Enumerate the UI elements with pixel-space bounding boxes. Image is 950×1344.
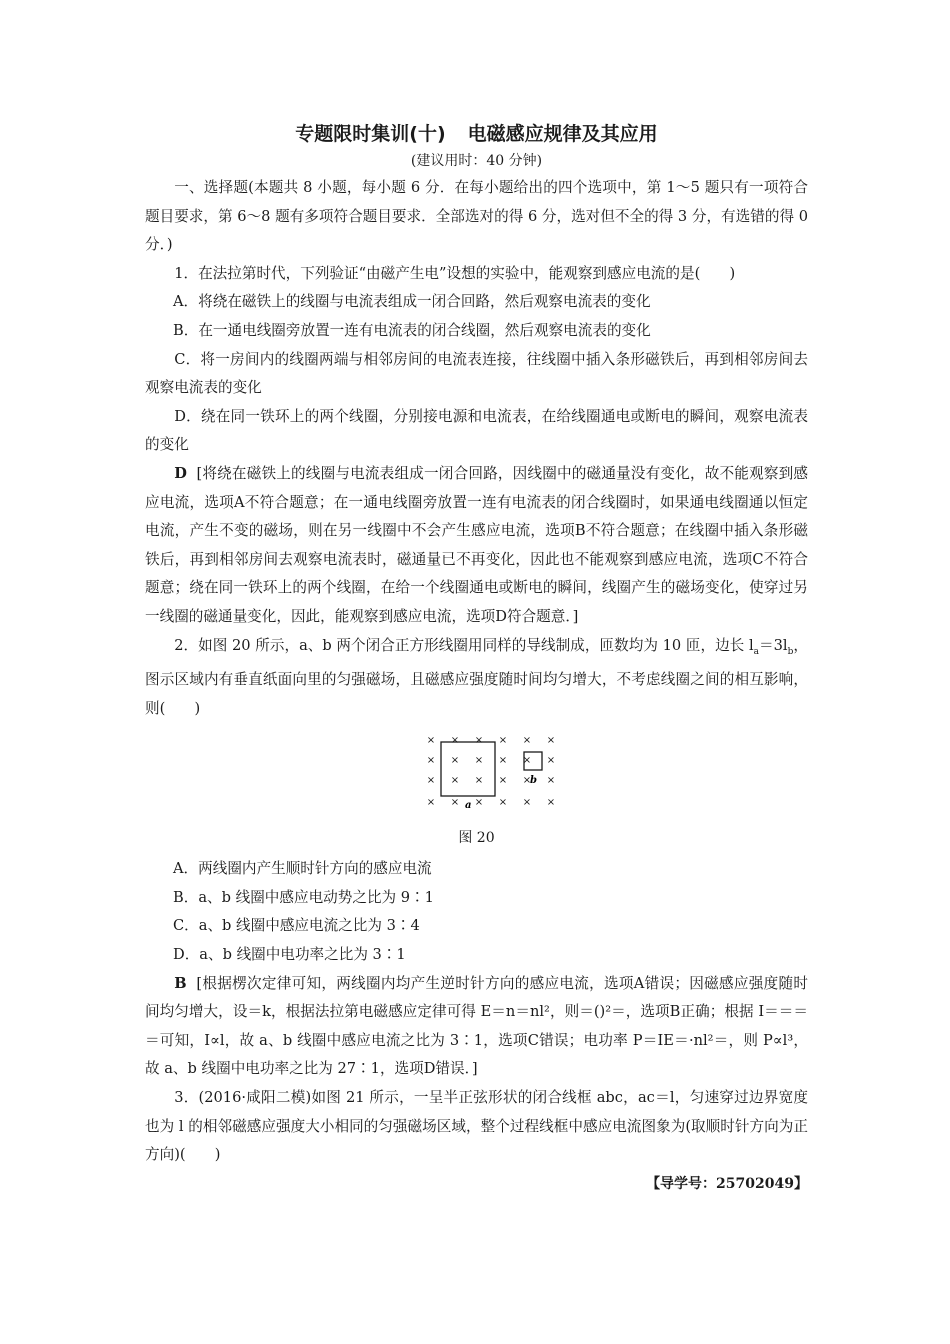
label-coil-b: b	[530, 775, 537, 787]
field-cross: ×	[426, 775, 436, 787]
time-note: (建议用时：40 分钟)	[410, 153, 543, 169]
title-part1: 专题限时集训(十)	[295, 123, 446, 145]
q1-option-c: C．将一房间内的线圈两端与相邻房间的电流表连接，往线圈中插入条形磁铁后，再到相邻房间去观察电流表的变化	[145, 350, 808, 397]
q2-answer	[145, 970, 808, 1084]
field-cross: ×	[546, 755, 556, 767]
field-cross: ×	[426, 755, 436, 767]
q1-answer	[145, 460, 808, 632]
page-title	[145, 118, 808, 150]
q2-stem-sub-a: a	[753, 646, 760, 657]
q3-stem: 3．(2016·咸阳二模)如图 21 所示，一呈半正弦形状的闭合线框 abc，ac＝l，匀速穿过边界宽度也为 l 的相邻磁感应强度大小相同的匀强磁场区域，整个过程线框中感应电流图象为(取顺时针方向为正方向)( )	[145, 1088, 808, 1164]
guide-number: 【导学号：25702049】	[646, 1175, 808, 1192]
q2-option-a: A．两线圈内产生顺时针方向的感应电流	[173, 860, 432, 878]
q2-stem-part1: 2．如图 20 所示，a、b 两个闭合正方形线圈用同样的导线制成，匝数均为 10 匝，边长 l	[174, 636, 754, 654]
field-cross: ×	[498, 735, 508, 747]
field-cross: ×	[546, 797, 556, 809]
field-cross: ×	[450, 735, 460, 747]
field-cross: ×	[450, 797, 460, 809]
field-cross: ×	[474, 755, 484, 767]
q2-stem	[145, 632, 808, 724]
q1-option-a: A．将绕在磁铁上的线圈与电流表组成一闭合回路，然后观察电流表的变化	[173, 293, 651, 311]
field-cross: ×	[474, 775, 484, 787]
field-crosses	[427, 735, 555, 808]
field-cross: ×	[498, 797, 508, 809]
field-cross: ×	[450, 755, 460, 767]
field-cross: ×	[522, 735, 532, 747]
field-cross: ×	[522, 797, 532, 809]
field-cross: ×	[474, 797, 484, 809]
title-part2: 电磁感应规律及其应用	[467, 123, 658, 145]
q2-option-d: D．a、b 线圈中电功率之比为 3∶1	[173, 945, 406, 963]
section-intro: 一、选择题(本题共 8 小题，每小题 6 分．在每小题给出的四个选项中，第 1～5 题只有一项符合题目要求，第 6～8 题有多项符合题目要求．全部选对的得 6 分，选对但不全的得 3 分，有选错的得 0 分．)	[145, 179, 808, 254]
q2-stem-part2: ＝3l	[759, 636, 788, 654]
q1-explanation: [将绕在磁铁上的线圈与电流表组成一闭合回路，因线圈中的磁通量没有变化，故不能观察到感应电流，选项A不符合题意；在一通电线圈旁放置一连有电流表的闭合线圈时，如果通电线圈通以恒定电流，产生不变的磁场，则在另一线圈中不会产生感应电流，选项B不符合题意；在线圈中插入条形磁铁后，再到相邻房间去观察电流表时，磁通量已不再变化，因此也不能观察到感应电流，选项C不符合题意；绕在同一铁环上的两个线圈，在给一个线圈通电或断电的瞬间，线圈产生的磁场变化，使穿过另一线圈的磁通量变化，因此，能观察到感应电流，选项D符合题意．]	[145, 464, 809, 625]
field-cross: ×	[546, 735, 556, 747]
q1-stem: 1．在法拉第时代，下列验证“由磁产生电”设想的实验中，能观察到感应电流的是( )	[174, 264, 736, 282]
document-page	[145, 118, 808, 1198]
field-cross: ×	[426, 797, 436, 809]
figure-20	[145, 729, 808, 825]
field-cross: ×	[426, 735, 436, 747]
field-cross: ×	[546, 775, 556, 787]
field-cross: ×	[522, 755, 532, 767]
q2-stem-sub-b: b	[787, 646, 794, 657]
figure-20-caption: 图 20	[458, 830, 495, 847]
field-cross: ×	[522, 775, 532, 787]
q2-stem-part3: ，图示区域内有垂直纸面向里的匀强磁场，且磁感应强度随时间均匀增大，不考虑线圈之间的相互影响，则( )	[145, 636, 808, 717]
q2-explanation: [根据楞次定律可知，两线圈内均产生逆时针方向的感应电流，选项A错误；因磁感应强度随时间均匀增大，设＝k，根据法拉第电磁感应定律可得 E＝n＝nl²，则＝()²＝，选项B正确；根据 I＝＝＝＝可知，I∝l，故 a、b 线圈中感应电流之比为 3∶1，选项C错误；电功率 P＝IE＝·nl²＝，则 P∝l³，故 a、b 线圈中电功率之比为 27∶1，选项D错误．]	[145, 974, 808, 1078]
coil-a	[441, 742, 495, 796]
q2-option-b: B．a、b 线圈中感应电动势之比为 9∶1	[173, 888, 434, 906]
field-cross: ×	[474, 735, 484, 747]
q2-option-c: C．a、b 线圈中感应电流之比为 3∶4	[173, 917, 420, 935]
q1-answer-letter: D	[174, 464, 187, 482]
field-cross: ×	[450, 775, 460, 787]
magnetic-field-diagram	[418, 729, 568, 821]
q1-option-d: D．绕在同一铁环上的两个线圈，分别接电源和电流表，在给线圈通电或断电的瞬间，观察电流表的变化	[145, 407, 808, 454]
q2-answer-letter: B	[174, 974, 187, 992]
field-cross: ×	[498, 775, 508, 787]
field-cross: ×	[498, 755, 508, 767]
label-coil-a: a	[465, 800, 472, 812]
q1-option-b: B．在一通电线圈旁放置一连有电流表的闭合线圈，然后观察电流表的变化	[173, 321, 651, 339]
